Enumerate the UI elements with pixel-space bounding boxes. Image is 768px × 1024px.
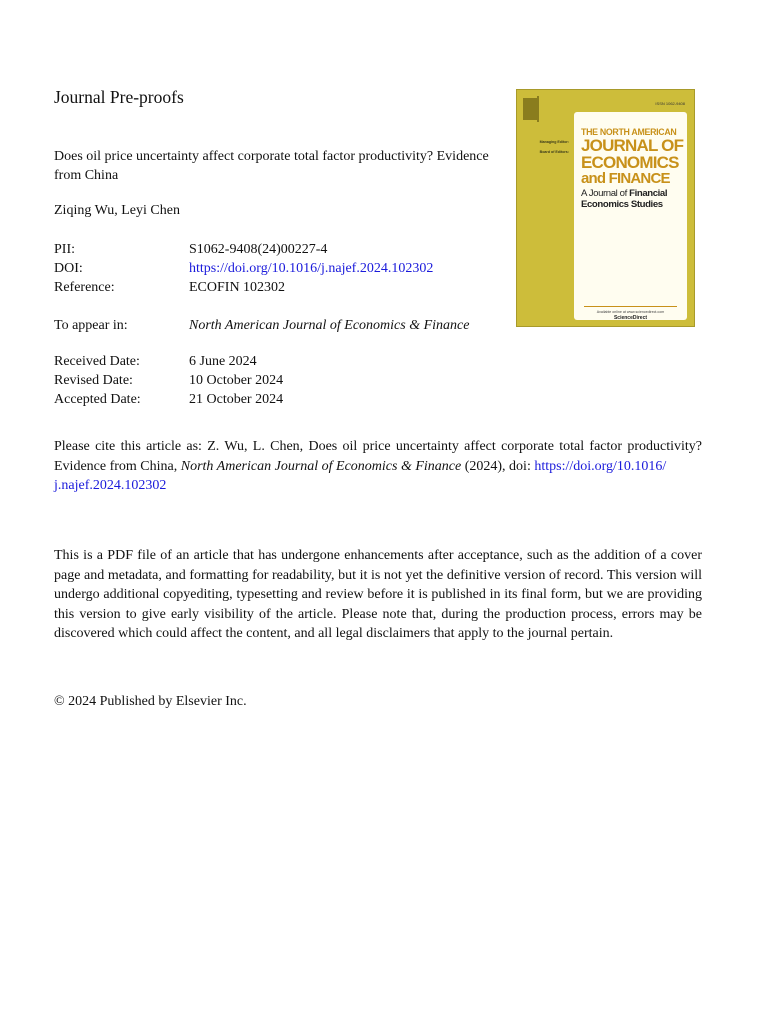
journal-cover-image bbox=[516, 89, 695, 327]
elsevier-logo-icon bbox=[523, 98, 537, 120]
pii-row bbox=[54, 240, 327, 259]
citation-doi-link-part1[interactable]: https://doi.org/10.1016/ bbox=[534, 458, 667, 474]
received-label: Received Date: bbox=[54, 354, 140, 369]
cover-editor-list bbox=[521, 140, 569, 155]
citation-paragraph bbox=[54, 437, 702, 496]
cover-board-heading: Board of Editors: bbox=[539, 150, 569, 155]
appear-in-row bbox=[54, 316, 469, 335]
elsevier-logo-stripe bbox=[537, 96, 539, 122]
reference-label: Reference: bbox=[54, 280, 115, 295]
doi-label: DOI: bbox=[54, 261, 83, 276]
article-authors: Ziqing Wu, Leyi Chen bbox=[54, 203, 180, 218]
citation-suffix: (2024), doi: bbox=[464, 458, 531, 474]
doi-row bbox=[54, 259, 433, 278]
accepted-row bbox=[54, 390, 283, 409]
cover-subtitle-a: A Journal of bbox=[581, 188, 630, 199]
citation-doi-link-part2[interactable]: j.najef.2024.102302 bbox=[54, 478, 167, 493]
pii-label: PII: bbox=[54, 242, 75, 257]
cover-managing-editor-heading: Managing Editor: bbox=[539, 140, 569, 144]
cover-subtitle-b: Financial Economics Studies bbox=[581, 188, 668, 210]
appear-in-label: To appear in: bbox=[54, 318, 128, 333]
cover-issn: ISSN 1062-9408 bbox=[655, 101, 685, 106]
pii-value: S1062-9408(24)00227-4 bbox=[189, 242, 328, 257]
disclaimer-paragraph: This is a PDF file of an article that has undergone enhancements after acceptance, such as the addition of a cover page and metadata, and formatting for readability, but it is not yet the definitive version of record. This version will undergo additional copyediting, typesetting and review before it is published in its final form, but we are providing this version to give early visibility of the article. Please note that, during the production process, errors may be discovered which could affect the content, and all legal disclaimers that apply to the journal pertain. bbox=[54, 548, 702, 641]
cover-sciencedirect: ScienceDirect bbox=[613, 315, 648, 321]
appear-in-journal: North American Journal of Economics & Finance bbox=[189, 318, 470, 333]
cover-title-economics: ECONOMICS bbox=[581, 153, 679, 172]
received-row bbox=[54, 352, 257, 371]
citation-prefix: Please cite this article as: Z. Wu, L. Chen, Does oil price uncertainty affect corporate total factor productivity? Evidence from China, bbox=[54, 439, 702, 474]
accepted-date: 21 October 2024 bbox=[189, 392, 284, 407]
cover-subtitle bbox=[581, 188, 685, 210]
cover-title-journal-of: JOURNAL OF bbox=[581, 136, 684, 155]
cover-title-line1: THE NORTH AMERICAN bbox=[581, 127, 677, 137]
accepted-label: Accepted Date: bbox=[54, 392, 141, 407]
cover-title-line4: and FINANCE bbox=[581, 170, 670, 187]
reference-row bbox=[54, 278, 285, 297]
cover-title-line2 bbox=[581, 137, 683, 171]
received-date: 6 June 2024 bbox=[189, 354, 257, 369]
revised-row bbox=[54, 371, 283, 390]
revised-label: Revised Date: bbox=[54, 373, 133, 388]
cover-divider bbox=[584, 306, 677, 307]
doi-link[interactable]: https://doi.org/10.1016/j.najef.2024.102302 bbox=[189, 261, 434, 276]
cover-title-panel bbox=[574, 112, 687, 320]
reference-value: ECOFIN 102302 bbox=[189, 280, 286, 295]
cover-available-online: Available online at www.sciencedirect.com bbox=[596, 310, 665, 314]
journal-pre-proofs-label: Journal Pre-proofs bbox=[54, 87, 184, 107]
copyright-notice: © 2024 Published by Elsevier Inc. bbox=[54, 694, 247, 709]
revised-date: 10 October 2024 bbox=[189, 373, 284, 388]
article-title: Does oil price uncertainty affect corporate total factor productivity? Evidence from China bbox=[54, 149, 489, 183]
citation-journal: North American Journal of Economics & Finance bbox=[180, 458, 462, 474]
